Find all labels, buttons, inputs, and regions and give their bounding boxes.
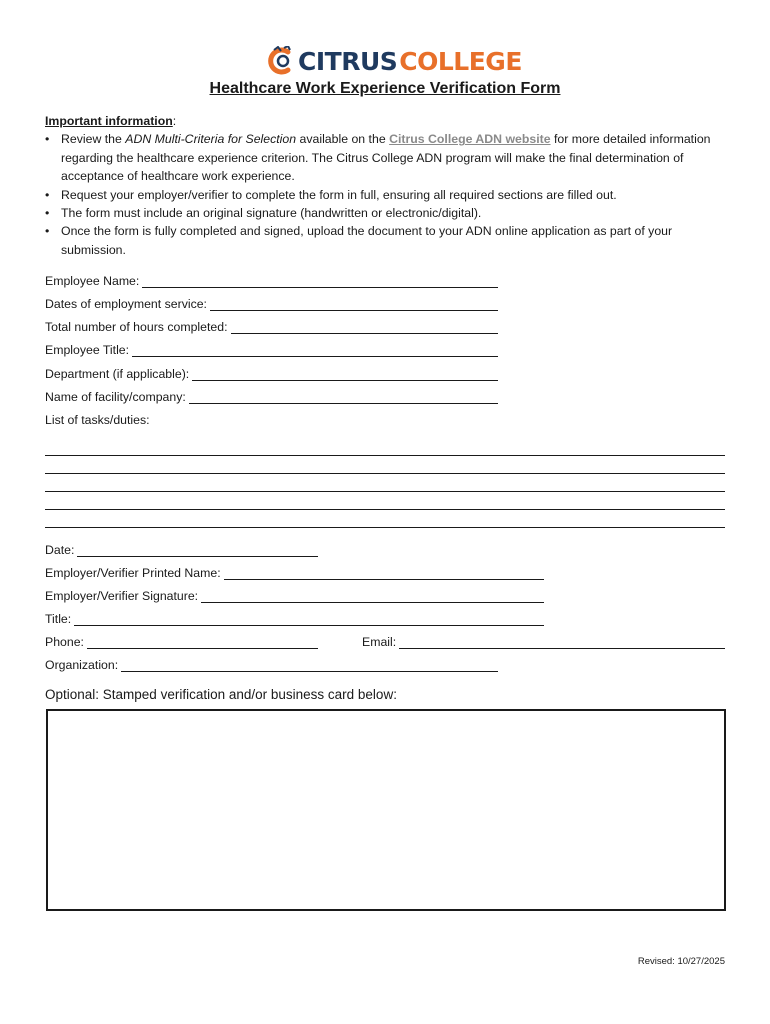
info-item-upload <box>45 222 730 259</box>
bullet-icon: • <box>45 132 50 147</box>
info-item-request <box>45 186 730 204</box>
employment-dates-input-line[interactable] <box>210 297 498 311</box>
info-item-review <box>45 130 730 185</box>
verifier-title-field <box>45 612 544 626</box>
facility-label: Name of facility/company: <box>45 390 186 404</box>
employee-title-field <box>45 343 498 357</box>
facility-input-line[interactable] <box>189 390 498 404</box>
total-hours-input-line[interactable] <box>231 320 498 334</box>
employee-name-input-line[interactable] <box>142 274 498 288</box>
employee-name-label: Employee Name: <box>45 274 140 288</box>
revised-date: Revised: 10/27/2025 <box>637 956 725 967</box>
verifier-title-input-line[interactable] <box>74 612 544 626</box>
multi-criteria-doc-name: ADN Multi-Criteria for Selection <box>125 132 297 147</box>
info-item-review-mid: available on the <box>296 132 390 147</box>
info-list <box>45 130 730 259</box>
phone-input-line[interactable] <box>87 635 318 649</box>
important-information <box>45 112 730 259</box>
verifier-title-label: Title: <box>45 612 72 626</box>
tasks-input-line-4[interactable] <box>45 509 725 510</box>
tasks-label: List of tasks/duties: <box>45 413 150 427</box>
tasks-input-line-5[interactable] <box>45 527 725 528</box>
info-item-review-post: for more detailed information regarding the healthcare experience criterion. The Citrus College ADN program will make the final determination of acceptance of healthcare work experience. <box>61 132 711 184</box>
department-field <box>45 367 498 381</box>
phone-field <box>45 635 318 649</box>
verifier-signature-field <box>45 589 544 603</box>
tasks-field <box>45 413 153 427</box>
employment-dates-label: Dates of employment service: <box>45 297 207 311</box>
employee-name-field <box>45 274 498 288</box>
info-item-signature-text: The form must include an original signature (handwritten or electronic/digital). <box>61 206 482 221</box>
date-field <box>45 543 318 557</box>
employee-title-label: Employee Title: <box>45 343 130 357</box>
verifier-printed-name-input-line[interactable] <box>224 566 544 580</box>
page-title: Healthcare Work Experience Verification Form <box>209 80 561 97</box>
email-field <box>362 635 725 649</box>
organization-field <box>45 658 498 672</box>
verifier-printed-name-label: Employer/Verifier Printed Name: <box>45 566 221 580</box>
stamp-verification-box[interactable] <box>46 709 726 911</box>
info-heading: Important information <box>45 114 173 128</box>
info-item-upload-text: Once the form is fully completed and signed, upload the document to your ADN online application as part of your submission. <box>61 224 673 257</box>
employee-title-input-line[interactable] <box>132 343 498 357</box>
info-item-signature <box>45 204 730 222</box>
department-input-line[interactable] <box>192 367 498 381</box>
total-hours-field <box>45 320 498 334</box>
info-heading-colon: : <box>172 114 177 128</box>
facility-field <box>45 390 498 404</box>
tasks-input-line-1[interactable] <box>45 455 725 456</box>
employment-dates-field <box>45 297 498 311</box>
phone-label: Phone: <box>45 635 84 649</box>
tasks-input-line-3[interactable] <box>45 491 725 492</box>
email-label: Email: <box>362 635 397 649</box>
optional-stamp-label: Optional: Stamped verification and/or business card below: <box>45 687 397 702</box>
info-item-review-pre: Review the <box>61 132 126 147</box>
citrus-college-logo <box>268 44 522 78</box>
info-heading-row <box>45 112 730 130</box>
organization-input-line[interactable] <box>121 658 498 672</box>
verifier-signature-label: Employer/Verifier Signature: <box>45 589 199 603</box>
adn-website-link[interactable]: Citrus College ADN website <box>389 132 551 147</box>
date-input-line[interactable] <box>77 543 318 557</box>
bullet-icon: • <box>45 206 50 221</box>
citrus-logo-icon <box>268 46 296 76</box>
total-hours-label: Total number of hours completed: <box>45 320 228 334</box>
info-item-request-text: Request your employer/verifier to complete the form in full, ensuring all required sections are filled out. <box>61 187 617 202</box>
organization-label: Organization: <box>45 658 119 672</box>
email-input-line[interactable] <box>399 635 725 649</box>
logo-text-citrus: CITRUS <box>298 46 398 76</box>
logo-text-college: COLLEGE <box>399 46 522 76</box>
bullet-icon: • <box>45 224 50 239</box>
date-label: Date: <box>45 543 75 557</box>
bullet-icon: • <box>45 187 50 202</box>
verifier-printed-name-field <box>45 566 544 580</box>
department-label: Department (if applicable): <box>45 367 190 381</box>
tasks-input-line-2[interactable] <box>45 473 725 474</box>
verifier-signature-input-line[interactable] <box>201 589 544 603</box>
